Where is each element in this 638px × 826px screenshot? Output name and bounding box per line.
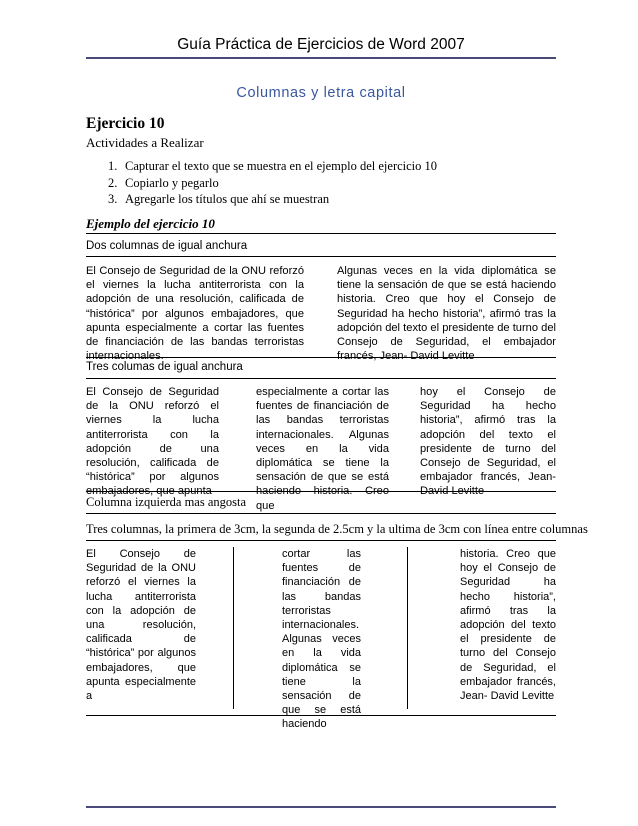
left-narrow-label: Columna izquierda mas angosta bbox=[86, 495, 247, 509]
header-rule bbox=[86, 57, 556, 59]
page-header-title: Guía Práctica de Ejercicios de Word 2007 bbox=[177, 36, 465, 53]
task-number: 2. bbox=[108, 175, 118, 190]
section-rule bbox=[86, 540, 556, 541]
section-rule bbox=[86, 513, 556, 514]
exercise-title: Ejercicio 10 bbox=[86, 115, 165, 132]
column-separator-line bbox=[233, 547, 234, 709]
section-rule bbox=[86, 357, 556, 358]
task-number: 1. bbox=[108, 159, 118, 173]
three-col-1: El Consejo de Seguridad de la ONU reforzó el viernes la lucha antiterrorista con la adopción de una resolución, calificada de “histórica” por algunos embajadores, que apunta bbox=[86, 386, 219, 498]
task-item bbox=[108, 191, 437, 208]
lined-col-3: historia. Creo que hoy el Consejo de Seguridad ha hecho historia”, afirmó tras la adopción del texto el presidente de turno del Consejo de Seguridad, el embajador francés, Jean- David Levitte bbox=[460, 548, 556, 703]
section-rule bbox=[86, 491, 556, 492]
task-text: Capturar el texto que se muestra en el ejemplo del ejercicio 10 bbox=[125, 159, 438, 173]
footer-rule bbox=[86, 806, 556, 808]
three-columns-label: Tres columas de igual anchura bbox=[86, 361, 243, 373]
column-separator-line bbox=[407, 547, 408, 709]
two-col-right: Algunas veces en la vida diplomática se tiene la sensación de que se está haciendo historia. Creo que hoy el Consejo de Seguridad ha hecho historia”, afirmó tras la adopción del texto el presidente de turno del Consejo de Seguridad, el embajador francés, Jean- David Levitte bbox=[337, 265, 556, 363]
two-columns-label: Dos columnas de igual anchura bbox=[86, 240, 248, 252]
section-rule bbox=[86, 715, 556, 716]
task-item bbox=[108, 158, 437, 175]
three-lined-columns-label: Tres columnas, la primera de 3cm, la segunda de 2.5cm y la ultima de 3cm con línea entre columnas bbox=[86, 522, 588, 536]
lined-col-2: cortar las fuentes de financiación de las bandas terroristas internacionales. Algunas veces en la vida diplomática se tiene la sensación de que se está haciendo bbox=[282, 548, 361, 731]
task-item bbox=[108, 175, 437, 192]
section-subtitle: Columnas y letra capital bbox=[236, 85, 406, 101]
example-title: Ejemplo del ejercicio 10 bbox=[86, 216, 215, 231]
lined-col-1: El Consejo de Seguridad de la ONU reforzó el viernes la lucha antiterrorista con la adopción de una resolución, calificada de “histórica” por algunos embajadores, que apunta especialmente a bbox=[86, 548, 196, 703]
three-col-3: hoy el Consejo de Seguridad ha hecho historia”, afirmó tras la adopción del texto el presidente de turno del Consejo de Seguridad, el embajador francés, Jean- David Levitte bbox=[420, 386, 556, 498]
three-col-2: especialmente a cortar las fuentes de financiación de las bandas terroristas internacionales. Algunas veces en la vida diplomática se tiene la sensación de que se está haciendo historia. Creo que bbox=[256, 386, 389, 512]
task-list bbox=[108, 158, 437, 208]
two-col-left: El Consejo de Seguridad de la ONU reforzó el viernes la lucha antiterrorista con la adopción de una resolución, calificada de “histórica” por algunos embajadores, que apunta especialmente a cortar las fuentes de financiación de las bandas terroristas internacionales. bbox=[86, 265, 304, 363]
section-rule bbox=[86, 256, 556, 257]
activities-label: Actividades a Realizar bbox=[86, 135, 204, 150]
task-number: 3. bbox=[108, 192, 118, 206]
section-rule bbox=[86, 378, 556, 379]
task-text: Copiarlo y pegarlo bbox=[125, 175, 219, 190]
section-rule bbox=[86, 233, 556, 234]
task-text: Agregarle los títulos que ahí se muestran bbox=[125, 192, 330, 206]
